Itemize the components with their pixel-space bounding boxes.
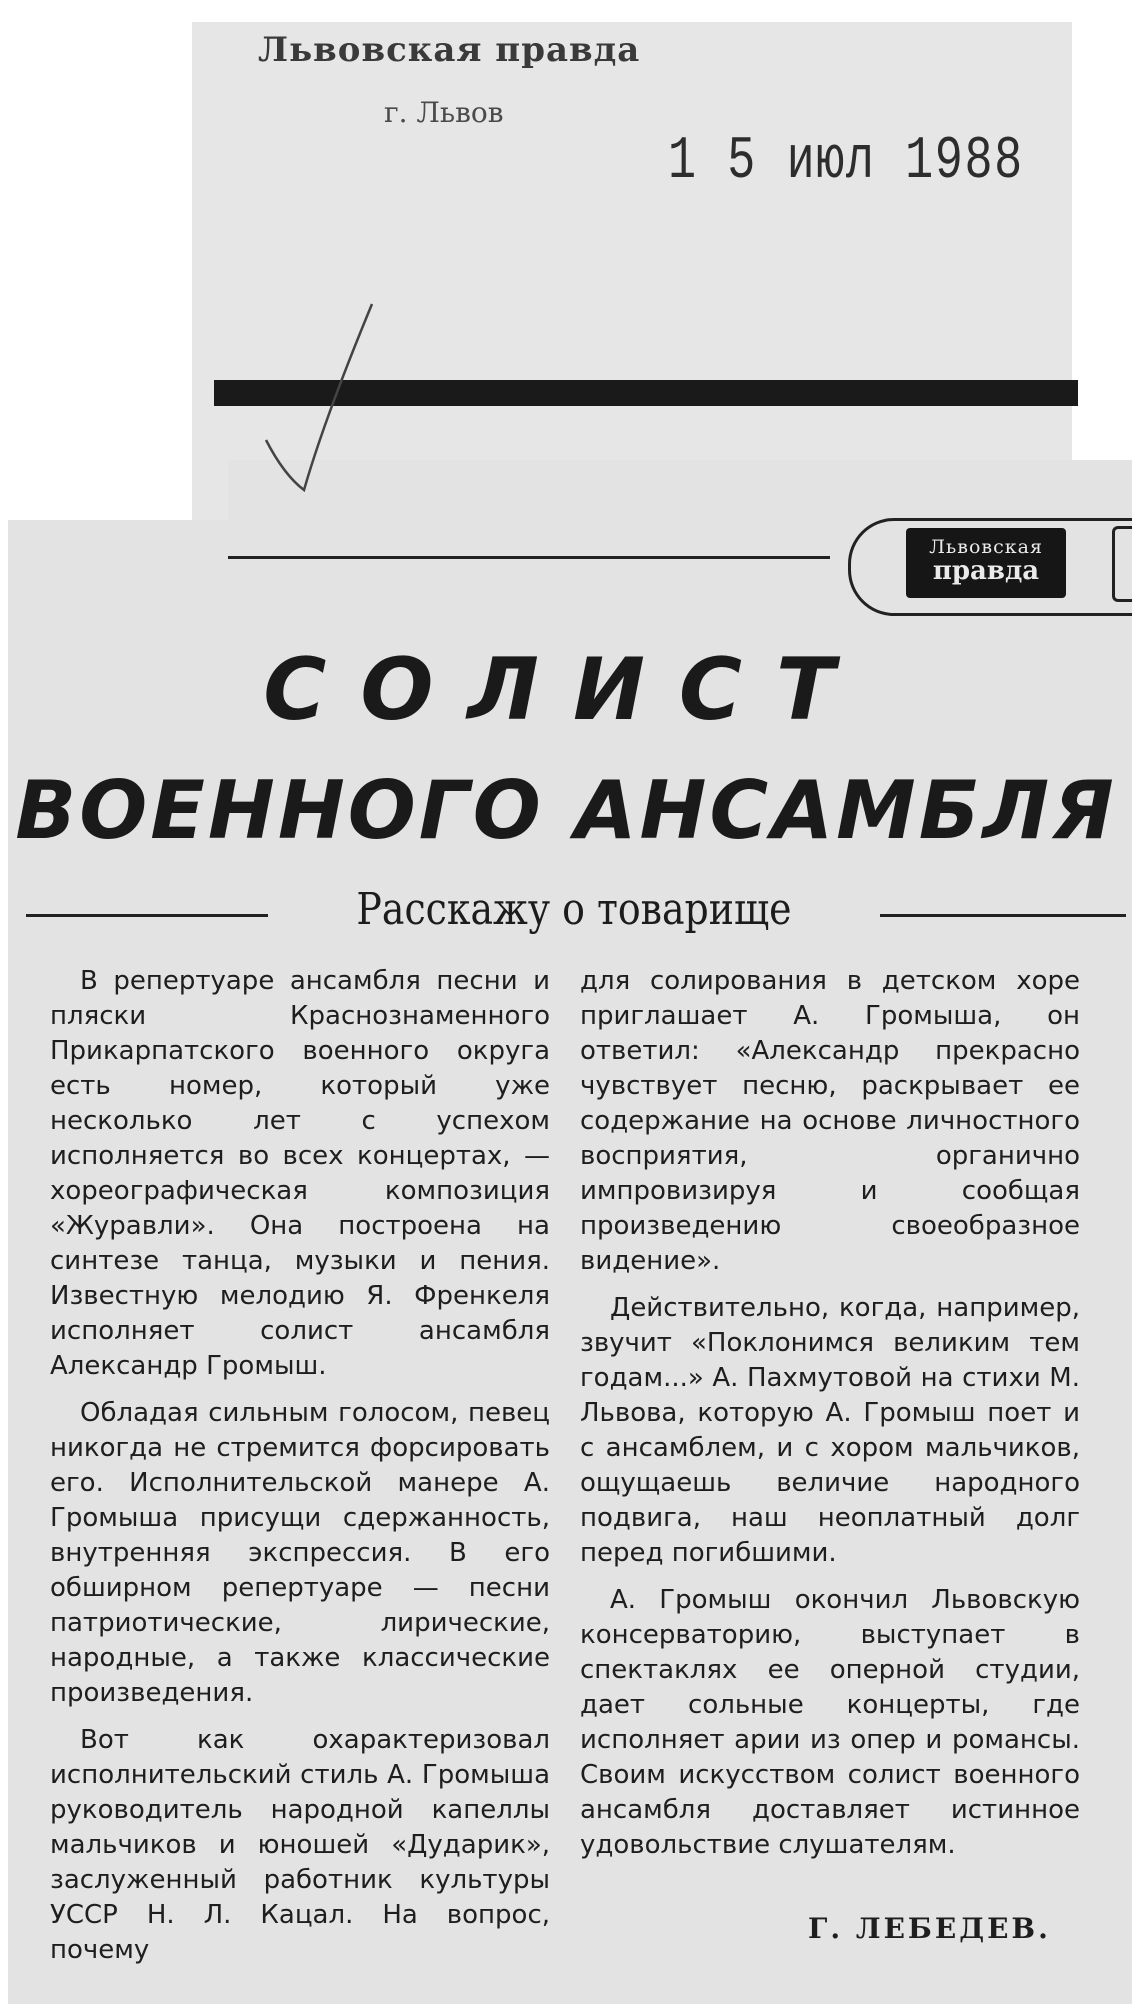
stamp-date: 1 5 июл 1988 [668,128,1024,196]
logo-line-1: Львовская [929,536,1043,558]
paragraph: для солирования в детском хоре приглашает А. Громыша, он ответил: «Александр прекрасно чувствует песню, раскрывает ее содержание на основе личностного восприятия, органично импровизируя и сообщая произведению своеобразное видение». [580,966,1080,1276]
rubric-heading: Расскажу о товарище [356,884,792,935]
paragraph: В репертуаре ансамбля песни и пляски Краснознаменного Прикарпатского военного округа есть номер, который уже несколько лет с успехом исполняется во всех концертах, — хореографическая композиция «Журавли». Она построена на синтезе танца, музыки и пения. Известную мелодию Я. Френкеля исполняет солист ансамбля Александр Громыш. [50,966,550,1381]
masthead-edge [1112,526,1132,602]
article-title-line-1: СОЛИСТ [263,640,869,740]
stamp-source-name: Львовская правда [258,30,641,70]
stamp-city: г. Львов [384,96,504,129]
author-signature: Г. ЛЕБЕДЕВ. [808,1912,1051,1945]
checkmark-icon [264,300,374,500]
paragraph: Действительно, когда, например, звучит «Поклонимся великим тем годам...» А. Пахмутовой на стихи М. Львова, которую А. Громыш поет и с ансамблем, и с хором мальчиков, ощущаешь величие народного подвига, наш неоплатный долг перед погибшими. [580,1293,1080,1568]
masthead-logo [906,528,1066,598]
masthead-rule [228,556,830,559]
paragraph: Обладая сильным голосом, певец никогда не стремится форсировать его. Исполнительской манере А. Громыша присущи сдержанность, внутренняя экспрессия. В его обширном репертуаре — песни патриотические, лирические, народные, а также классические произведения. [50,1398,550,1708]
logo-line-2: правда [932,556,1040,586]
paragraph: А. Громыш окончил Львовскую консерваторию, выступает в спектаклях ее оперной студии, дает сольные концерты, где исполняет арии из опер и романсы. Своим искусством солист военного ансамбля доставляет истинное удовольствие слушателям. [580,1585,1080,1860]
article-column-right [580,964,1080,1875]
article-column-left [50,964,550,1980]
article-title-line-2: ВОЕННОГО АНСАМБЛЯ [15,764,1117,857]
rubric-rule-right [880,914,1126,917]
rubric-rule-left [26,914,268,917]
paragraph: Вот как охарактеризовал исполнительский стиль А. Громыша руководитель народной капеллы мальчиков и юношей «Дударик», заслуженный работник культуры УССР Н. Л. Кацал. На вопрос, почему [50,1725,550,1965]
rubric-row [26,884,1106,944]
